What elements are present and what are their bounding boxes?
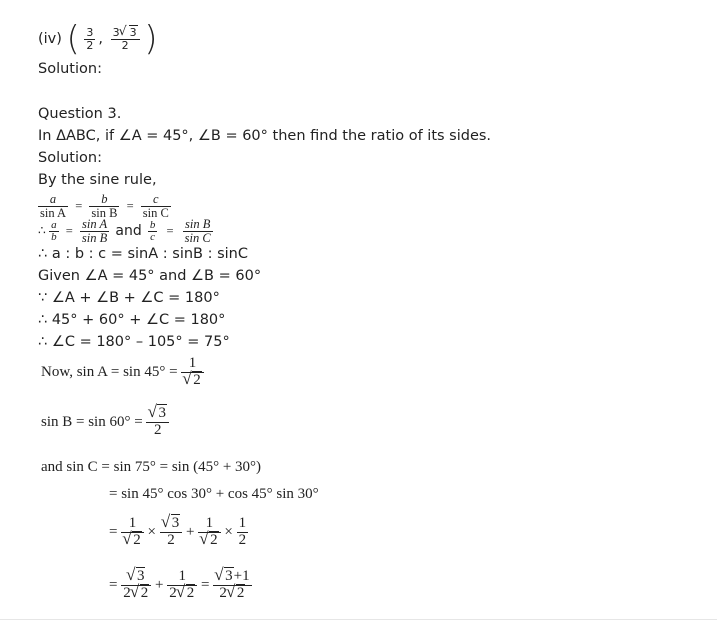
equals: = [75, 198, 83, 213]
coefficient: 2 [169, 584, 177, 601]
equals: = [200, 576, 210, 593]
fraction-root3-over-2 [146, 406, 169, 439]
given-line: Given ∠A = 45° and ∠B = 60° [38, 268, 262, 284]
denominator: 2 [167, 531, 175, 548]
coefficient: 2 [219, 584, 227, 601]
radicand: 3 [171, 515, 180, 531]
denominator [121, 533, 144, 549]
fraction-c-over-sinC [141, 193, 171, 220]
sqrt [183, 373, 202, 389]
expansion-line: = sin 45° cos 30° + cos 45° sin 30° [109, 486, 319, 502]
equals: = [109, 523, 118, 540]
sinA-line [41, 356, 204, 389]
denominator: sin C [184, 231, 211, 246]
final-result-line [109, 569, 252, 602]
question-title: Question 3. [38, 106, 122, 122]
equals: = [166, 223, 174, 238]
solution-label: Solution: [38, 150, 102, 166]
fraction-sinB-over-sinC [183, 218, 213, 245]
comma: , [98, 31, 104, 47]
sinB-prefix: sin B = sin 60° = [41, 413, 143, 430]
radicand: 3 [225, 568, 233, 584]
radicand: 2 [193, 371, 201, 388]
denominator: sin B [91, 206, 118, 221]
numerator: 1 [198, 516, 221, 533]
denominator: c [150, 231, 156, 244]
times: × [147, 523, 156, 540]
denominator [167, 586, 197, 602]
fraction-a-over-sinA [38, 193, 68, 220]
equals: = [65, 223, 73, 238]
radicand: 2 [133, 531, 141, 548]
substituted-values-line [109, 516, 248, 549]
denominator: 2 [86, 38, 94, 52]
sine-rule-intro: By the sine rule, [38, 172, 157, 188]
fraction-1-over-2 [237, 516, 249, 549]
option-iv [38, 19, 158, 62]
numerator: 1 [121, 516, 144, 533]
sqrt [200, 533, 219, 549]
fraction-root3-over-2 [160, 516, 183, 549]
numerator [146, 406, 169, 423]
numerator: 1 [238, 515, 247, 531]
fraction-root3plus1-over-2root2 [213, 569, 251, 602]
radicand: 3 [129, 25, 137, 39]
sqrt [177, 586, 196, 602]
denominator: sin A [40, 206, 67, 221]
option-label: (iv) [38, 31, 62, 47]
numerator [160, 516, 183, 533]
denominator: 2 [121, 38, 129, 52]
sqrt [120, 27, 138, 39]
fraction-1-over-2root2 [167, 569, 197, 602]
sinB-line [41, 406, 169, 439]
numerator: c [141, 193, 171, 207]
close-paren: ) [144, 19, 158, 59]
denominator: 2 [238, 531, 247, 548]
numerator: sin A [80, 218, 109, 232]
denominator [198, 533, 221, 549]
ratio-line: ∴ a : b : c = sinA : sinB : sinC [38, 246, 248, 262]
numerator: 3 [86, 25, 94, 39]
therefore-symbol: ∴ [38, 222, 46, 238]
denominator: sin C [142, 206, 169, 221]
numerator: b [149, 218, 156, 231]
radicand: 2 [140, 584, 149, 601]
bottom-divider [0, 619, 717, 620]
fraction-3root3-over-2 [111, 27, 140, 51]
equals: = [109, 576, 118, 593]
radicand: 2 [210, 531, 218, 548]
substitution-line: ∴ 45° + 60° + ∠C = 180° [38, 312, 226, 328]
numerator: sin B [183, 218, 213, 232]
fraction-1-over-root2 [121, 516, 144, 549]
fraction-b-over-c [148, 220, 158, 244]
ratio-equation [38, 218, 213, 245]
question-text: In ΔABC, if ∠A = 45°, ∠B = 60° then find the ratio of its sides. [38, 128, 492, 144]
plus: + [185, 523, 195, 540]
solution-label: Solution: [38, 61, 102, 77]
denominator [121, 586, 151, 602]
sqrt [123, 533, 142, 549]
fraction-a-over-b [49, 220, 59, 244]
sinC-line: and sin C = sin 75° = sin (45° + 30°) [41, 459, 262, 475]
coefficient: 3 [112, 25, 120, 39]
numerator: a [38, 193, 68, 207]
radicand: 3 [136, 568, 145, 584]
coefficient: 2 [123, 584, 131, 601]
numerator [111, 27, 140, 40]
angle-sum-line: ∵ ∠A + ∠B + ∠C = 180° [38, 290, 220, 306]
denominator: b [51, 231, 57, 244]
numerator: a [51, 218, 57, 231]
times: × [224, 523, 233, 540]
denominator [181, 373, 204, 389]
denominator [213, 586, 251, 602]
sqrt [131, 586, 150, 602]
numerator: b [89, 193, 119, 207]
fraction-sinA-over-sinB [80, 218, 109, 245]
open-paren: ( [66, 19, 80, 59]
equals: = [126, 198, 134, 213]
numerator: 1 [167, 569, 197, 586]
denominator: 2 [153, 421, 162, 438]
and-word: and [115, 222, 142, 239]
radicand: 2 [186, 584, 195, 601]
fraction-1-over-root2 [198, 516, 221, 549]
plus-one: +1 [233, 568, 250, 584]
fraction-3-over-2 [84, 27, 95, 51]
plus: + [154, 576, 164, 593]
sqrt [162, 516, 181, 532]
sqrt [148, 406, 167, 422]
fraction-1-over-root2 [181, 356, 204, 389]
sinA-prefix: Now, sin A = sin 45° = [41, 363, 178, 380]
fraction-root3-over-2root2 [121, 569, 151, 602]
radicand: 3 [158, 405, 166, 421]
sqrt [227, 586, 246, 602]
radicand: 2 [236, 584, 245, 601]
denominator: sin B [81, 231, 108, 246]
numerator: 1 [181, 356, 204, 373]
angle-c-line: ∴ ∠C = 180° – 105° = 75° [38, 334, 230, 350]
